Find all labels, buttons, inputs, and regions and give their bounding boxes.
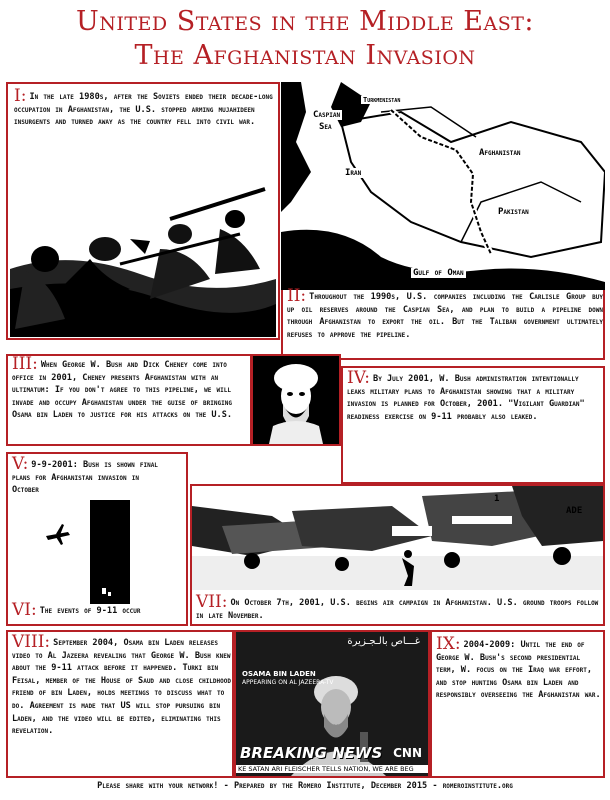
- section-3-text: III: When George W. Bush and Dick Cheney come into office in 2001, Cheney presents Afghanistan with an ultimatum: If you don't agree to this pipeline, we will invade and occupy Afghanistan under the guise of bringing Osama bin Laden to justice for his attacks on the U.S.: [12, 354, 233, 421]
- map-label-turkmenistan: Turkmenistan: [363, 96, 401, 104]
- section-2-number: II:: [287, 286, 307, 306]
- section-2-text: II: Throughout the 1990s, U.S. companies including the Carlisle Group buy up oil reserves around the Caspian Sea, and plan to build a pipeline down through Afghanistan to export the oil. But the Taliban government ultimately refuses to approve the pipeline.: [287, 286, 603, 340]
- section-4-text: IV: By July 2001, W. Bush administration intentionally leaks military plans to Afghanistan showing that a military invasion is planned for October, 2001. "Vigilant Guardian" readiness exercise on 9-11 probably also leaked.: [347, 368, 585, 422]
- wtc-tower-illustration: [8, 494, 186, 604]
- map-label-afghanistan: Afghanistan: [479, 148, 521, 158]
- section-7-number: VII:: [196, 592, 228, 612]
- panel-section-5: [6, 452, 188, 626]
- section-9-number: IX:: [436, 634, 461, 654]
- panel-map: [281, 82, 605, 290]
- panel-section-4: [341, 366, 605, 484]
- map-label-pakistan: Pakistan: [498, 207, 529, 217]
- bin-laden-portrait: [253, 356, 339, 444]
- title-line-1: United States in the Middle East:: [75, 6, 534, 37]
- tv-name: OSAMA BIN LADEN: [242, 670, 316, 678]
- map-label-caspian: Caspian: [313, 110, 341, 120]
- section-3-number: III:: [12, 354, 38, 374]
- section-7-text: VII: On October 7th, 2001, U.S. begins air campaign in Afghanistan. U.S. ground troops follow in late November.: [196, 592, 599, 621]
- panel-portrait: [251, 354, 341, 446]
- map-label-gulf: Gulf of Oman: [413, 268, 464, 278]
- section-5-text: V: 9-9-2001: Bush is shown final plans for Afghanistan invasion in October: [12, 454, 158, 496]
- panel-section-8: [6, 630, 234, 778]
- section-1-number: I:: [14, 86, 27, 106]
- fighter-jets-photo: [192, 486, 603, 590]
- map-label-sea: Sea: [319, 122, 332, 132]
- panel-tv-still: [234, 630, 430, 778]
- section-1-text: I: In the late 1980s, after the Soviets ended their decade-long occupation in Afghanistan, the U.S. stopped arming mujahideen insurgents and turned away as the country fell into civil war.: [14, 86, 273, 128]
- section-4-number: IV:: [347, 368, 371, 388]
- tv-arabic-logo: غـــاص بالـجـزيرة: [347, 636, 420, 647]
- section-9-text: IX: 2004-2009: Until the end of George W. Bush's second presidential term, W. focus on the Iraq war effort, and stop hunting Osama bin Laden and responsibly overseeing the Afghanistan war.: [436, 634, 601, 701]
- section-8-text: VIII: September 2004, Osama bin Laden releases video to Al Jazeera revealing that George W. Bush knew about the 9-11 attack before it happened. Turki bin Feisal, member of the House of Saud and close childhood friend of bin Laden, holds meetings to discuss what to do. Agreement is made that US will stop pursuing bin Laden, and the video will be edited, eliminating this revelation.: [12, 632, 231, 737]
- panel-section-9: [430, 630, 605, 778]
- panel-section-3: [6, 354, 252, 446]
- panel-section-2: [281, 286, 605, 360]
- mujahideen-photo: [10, 179, 276, 337]
- footer-credit: Please share with your network! - Prepared by the Romero Institute, December 2015 - romeroinstitute.org: [97, 781, 513, 791]
- tv-breaking-news: BREAKING NEWS: [240, 744, 383, 762]
- panel-section-7: [190, 484, 605, 626]
- title-line-2: The Afghanistan Invasion: [134, 40, 476, 71]
- jet-marking-1: 1: [494, 494, 500, 504]
- section-5-number: V:: [12, 454, 29, 474]
- tv-ticker: KE SATAN ARI FLEISCHER TELLS NATION, WE ARE BEG: [236, 765, 428, 773]
- section-6-text: VI: The events of 9-11 occur: [12, 600, 141, 620]
- map-label-iran: Iran: [345, 168, 362, 178]
- panel-section-1: [6, 82, 280, 340]
- jet-marking-2: ADE: [566, 506, 583, 516]
- section-6-number: VI:: [12, 600, 37, 620]
- section-8-number: VIII:: [12, 632, 51, 652]
- tv-network-logo: CNN: [393, 746, 422, 760]
- tv-sub: APPEARING ON AL JAZEERA-TV: [242, 679, 334, 686]
